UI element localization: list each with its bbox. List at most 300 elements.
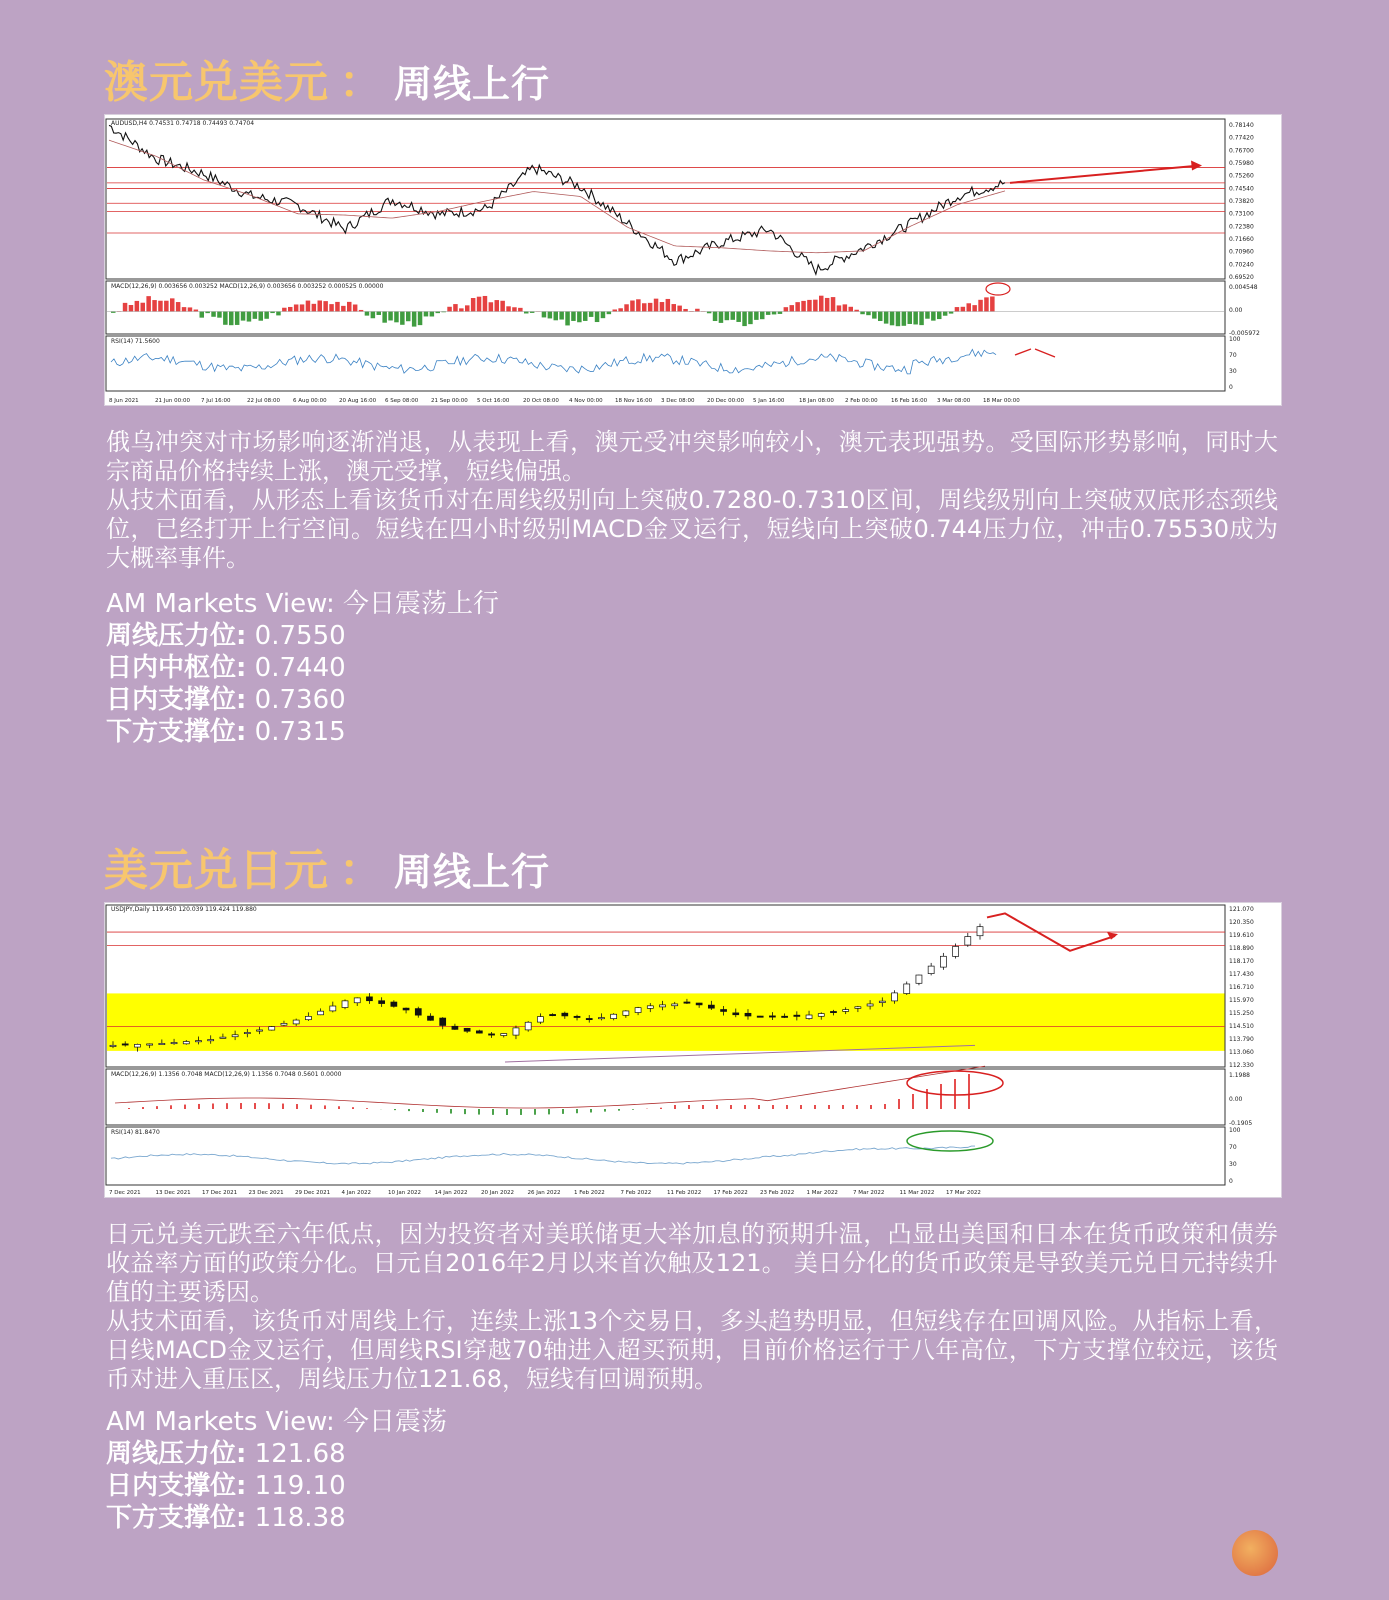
candle-up bbox=[916, 975, 922, 983]
section1-view-row bbox=[106, 684, 499, 716]
macd-bar bbox=[636, 299, 641, 311]
rsi-tick-label: 30 bbox=[1229, 1161, 1237, 1168]
date-tick-label: 11 Mar 2022 bbox=[899, 1190, 935, 1196]
macd-bar bbox=[276, 312, 281, 316]
price-tick-label: 0.70960 bbox=[1229, 248, 1254, 256]
macd-bar bbox=[731, 312, 736, 320]
macd-bar bbox=[583, 312, 588, 321]
macd-bar bbox=[978, 300, 983, 312]
macd-bar bbox=[241, 312, 246, 321]
macd-bar bbox=[211, 312, 216, 317]
macd-bar bbox=[406, 312, 411, 322]
macd-bar bbox=[707, 312, 712, 314]
price-tick-label: 121.070 bbox=[1229, 906, 1254, 913]
date-tick-label: 1 Feb 2022 bbox=[574, 1190, 605, 1196]
macd-bar bbox=[990, 296, 995, 311]
macd-bar bbox=[424, 312, 429, 317]
rsi-line bbox=[111, 1146, 975, 1164]
macd-bar bbox=[512, 307, 517, 311]
usdjpy-chart bbox=[104, 902, 1282, 1198]
macd-bar bbox=[760, 312, 765, 320]
candle-up bbox=[635, 1008, 641, 1013]
candle-down bbox=[391, 1002, 397, 1006]
date-tick-label: 20 Aug 16:00 bbox=[339, 398, 377, 404]
macd-bar bbox=[146, 296, 151, 311]
candle-up bbox=[293, 1020, 299, 1024]
date-tick-label: 13 Dec 2021 bbox=[155, 1190, 191, 1196]
section2-pair: 美元兑日元 bbox=[104, 845, 329, 896]
date-tick-label: 29 Dec 2021 bbox=[295, 1190, 331, 1196]
candle-down bbox=[427, 1016, 433, 1020]
candle-up bbox=[818, 1014, 824, 1017]
macd-bar bbox=[577, 312, 582, 323]
date-tick-label: 21 Jun 00:00 bbox=[155, 398, 190, 404]
candle-down bbox=[684, 1002, 690, 1003]
macd-bar bbox=[164, 301, 169, 312]
macd-bar bbox=[477, 297, 482, 312]
macd-bar bbox=[913, 312, 918, 325]
price-tick-label: 0.74540 bbox=[1229, 185, 1254, 193]
date-tick-label: 4 Jan 2022 bbox=[341, 1190, 371, 1196]
macd-bar bbox=[595, 312, 600, 323]
macd-bar bbox=[902, 312, 907, 326]
date-tick-label: 1 Mar 2022 bbox=[806, 1190, 838, 1196]
level-value: 0.7360 bbox=[254, 685, 346, 715]
macd-bar bbox=[589, 312, 594, 317]
macd-bar bbox=[247, 312, 252, 322]
macd-bar bbox=[412, 312, 417, 327]
macd-bar bbox=[542, 312, 547, 318]
date-tick-label: 18 Nov 16:00 bbox=[615, 398, 653, 404]
candle-up bbox=[647, 1006, 653, 1009]
section1-paragraph-2: 从技术面看，从形态上看该货币对在周线级别向上突破0.7280-0.7310区间，周线级别向上突破双底形态颈线位，已经打开上行空间。短线在四小时级别MACD金叉运行，短线向上突破0.744压力位，冲击0.75530成为大概率事件。 bbox=[106, 486, 1278, 572]
price-tick-label: 114.510 bbox=[1229, 1023, 1254, 1030]
rsi-tick-label: 0 bbox=[1229, 1178, 1233, 1185]
macd-bar bbox=[748, 312, 753, 325]
macd-bar bbox=[500, 301, 505, 312]
candle-up bbox=[147, 1044, 153, 1045]
macd-bar bbox=[984, 297, 989, 311]
date-tick-label: 23 Dec 2021 bbox=[248, 1190, 284, 1196]
date-tick-label: 17 Feb 2022 bbox=[713, 1190, 748, 1196]
consolidation-zone bbox=[107, 993, 1225, 1050]
macd-bar bbox=[677, 306, 682, 312]
macd-bar bbox=[394, 312, 399, 323]
symbol-label: AUDUSD,H4 0.74531 0.74718 0.74493 0.74704 bbox=[111, 120, 255, 127]
rsi-panel-frame bbox=[106, 1127, 1225, 1185]
moving-average-line bbox=[109, 140, 1005, 253]
macd-bar bbox=[878, 312, 883, 322]
macd-bar bbox=[347, 302, 352, 312]
macd-bar bbox=[866, 312, 871, 316]
candle-up bbox=[537, 1017, 543, 1022]
macd-bar bbox=[223, 312, 228, 325]
candle-up bbox=[330, 1006, 336, 1011]
section2-paragraph-2: 从技术面看，该货币对周线上行，连续上涨13个交易日，多头趋势明显，但短线存在回调风险。从指标上看，日线MACD金叉运行，但周线RSI穿越70轴进入超买预期，目前价格运行于八年高位，下方支撑位较远，该货币对进入重压区，周线压力位121.68，短线有回调预期。 bbox=[106, 1307, 1278, 1393]
date-tick-label: 18 Mar 00:00 bbox=[983, 398, 1020, 404]
date-tick-label: 20 Jan 2022 bbox=[481, 1190, 514, 1196]
macd-bar bbox=[790, 305, 795, 311]
macd-bar bbox=[601, 312, 606, 319]
macd-bar bbox=[282, 308, 287, 312]
macd-bar bbox=[919, 312, 924, 326]
macd-bar bbox=[182, 307, 187, 311]
macd-bar bbox=[200, 312, 205, 318]
macd-bar bbox=[801, 301, 806, 312]
macd-bar bbox=[400, 312, 405, 325]
macd-bar bbox=[754, 312, 759, 320]
macd-bar bbox=[318, 300, 323, 311]
rsi-label: RSI(14) 71.5600 bbox=[111, 338, 160, 345]
macd-bar bbox=[766, 312, 771, 315]
macd-bar bbox=[253, 312, 258, 319]
macd-bar bbox=[949, 312, 954, 314]
macd-bar bbox=[831, 297, 836, 311]
date-tick-label: 3 Dec 08:00 bbox=[661, 398, 695, 404]
date-tick-label: 7 Jul 16:00 bbox=[201, 398, 231, 404]
macd-bar bbox=[736, 312, 741, 322]
watermark bbox=[1232, 1530, 1278, 1576]
price-tick-label: 0.78140 bbox=[1229, 122, 1254, 129]
price-tick-label: 115.970 bbox=[1229, 997, 1254, 1004]
section2-paragraph-1: 日元兑美元跌至六年低点，因为投资者对美联储更大举加息的预期升温，凸显出美国和日本在货币政策和债券收益率方面的政策分化。日元自2016年2月以来首次触及121。 美日分化的货币政策是导致美元兑日元持续升值的主要诱因。 bbox=[106, 1220, 1278, 1306]
price-tick-label: 0.75260 bbox=[1229, 172, 1254, 180]
date-tick-label: 17 Mar 2022 bbox=[946, 1190, 981, 1196]
macd-bar bbox=[713, 312, 718, 322]
rsi-tick-label: 100 bbox=[1229, 1127, 1241, 1134]
candle-down bbox=[830, 1011, 836, 1012]
rsi-panel-frame bbox=[106, 336, 1225, 391]
macd-bar bbox=[937, 312, 942, 320]
macd-bar bbox=[695, 309, 700, 312]
section1-view bbox=[106, 588, 499, 748]
candle-down bbox=[794, 1015, 800, 1016]
macd-bar bbox=[353, 305, 358, 312]
candle-up bbox=[806, 1015, 812, 1019]
macd-bar bbox=[654, 299, 659, 312]
rsi-arrow-down bbox=[1035, 349, 1055, 357]
macd-bar bbox=[607, 312, 612, 315]
date-tick-label: 3 Mar 08:00 bbox=[937, 398, 971, 404]
macd-bar bbox=[323, 301, 328, 311]
macd-bar bbox=[660, 302, 665, 311]
macd-highlight-ellipse bbox=[986, 283, 1010, 295]
candle-up bbox=[232, 1035, 238, 1037]
candle-up bbox=[159, 1043, 165, 1044]
macd-bar bbox=[843, 304, 848, 311]
symbol-label: USDJPY,Daily 119.450 120.039 119.424 119.880 bbox=[111, 906, 257, 913]
macd-bar bbox=[813, 300, 818, 312]
candle-up bbox=[867, 1004, 873, 1006]
macd-bar bbox=[300, 304, 305, 311]
price-tick-label: 115.250 bbox=[1229, 1010, 1254, 1017]
date-tick-label: 20 Dec 00:00 bbox=[707, 398, 744, 404]
macd-bar bbox=[459, 308, 464, 311]
date-tick-label: 7 Dec 2021 bbox=[109, 1190, 141, 1196]
macd-bar bbox=[294, 304, 299, 311]
price-tick-label: 0.70240 bbox=[1229, 261, 1254, 269]
macd-bar bbox=[565, 312, 570, 326]
macd-bar bbox=[872, 312, 877, 319]
candle-up bbox=[342, 1001, 348, 1008]
candle-up bbox=[501, 1034, 507, 1036]
audusd-chart-svg bbox=[105, 115, 1281, 405]
macd-bar bbox=[418, 312, 423, 326]
macd-bar bbox=[229, 312, 234, 326]
macd-bar bbox=[554, 312, 559, 321]
price-tick-label: 0.73100 bbox=[1229, 210, 1254, 218]
macd-bar bbox=[335, 302, 340, 312]
macd-bar bbox=[854, 310, 859, 312]
level-value: 119.10 bbox=[254, 1471, 346, 1501]
macd-bar bbox=[158, 301, 163, 312]
price-tick-label: 0.73820 bbox=[1229, 198, 1254, 205]
macd-bar bbox=[447, 307, 452, 312]
macd-bar bbox=[465, 305, 470, 311]
price-tick-label: 120.350 bbox=[1229, 919, 1254, 926]
price-tick-label: 0.72380 bbox=[1229, 223, 1254, 231]
candle-up bbox=[660, 1005, 666, 1007]
macd-bar bbox=[571, 312, 576, 321]
price-tick-label: 117.430 bbox=[1229, 971, 1254, 978]
macd-bar bbox=[613, 309, 618, 311]
rsi-arrow-up bbox=[1015, 349, 1031, 355]
macd-tick-label: -0.005972 bbox=[1229, 330, 1260, 337]
price-tick-label: 0.77420 bbox=[1229, 134, 1254, 142]
macd-bar bbox=[925, 312, 930, 319]
macd-tick-label: 0.004548 bbox=[1229, 284, 1258, 291]
date-tick-label: 26 Jan 2022 bbox=[527, 1190, 561, 1196]
macd-bar bbox=[312, 304, 317, 312]
candle-up bbox=[195, 1041, 201, 1042]
macd-bar bbox=[648, 303, 653, 312]
macd-bar bbox=[518, 308, 523, 312]
macd-bar bbox=[495, 300, 500, 311]
candle-down bbox=[452, 1026, 458, 1029]
macd-bar bbox=[642, 303, 647, 311]
candle-up bbox=[269, 1027, 275, 1030]
rsi-tick-label: 30 bbox=[1229, 368, 1237, 375]
macd-bar bbox=[377, 312, 382, 315]
macd-bar bbox=[329, 304, 334, 311]
level-label: 日内支撑位: bbox=[106, 1471, 247, 1501]
price-tick-label: 0.71660 bbox=[1229, 236, 1254, 243]
price-tick-label: 0.69520 bbox=[1229, 274, 1254, 281]
candle-down bbox=[757, 1016, 763, 1017]
candle-up bbox=[171, 1042, 177, 1043]
section2-trend: 周线上行 bbox=[394, 850, 551, 894]
level-value: 0.7315 bbox=[254, 717, 346, 747]
audusd-chart bbox=[104, 114, 1282, 406]
macd-bar bbox=[194, 310, 199, 312]
usdjpy-chart-svg bbox=[105, 903, 1281, 1197]
level-label: 周线压力位: bbox=[106, 1439, 247, 1469]
level-label: 日内中枢位: bbox=[106, 653, 247, 683]
macd-bar bbox=[471, 298, 476, 311]
macd-bar bbox=[683, 309, 688, 312]
candle-up bbox=[879, 1001, 885, 1002]
section2-colon: ： bbox=[339, 845, 384, 896]
macd-bar bbox=[624, 304, 629, 311]
candle-down bbox=[733, 1013, 739, 1015]
candle-up bbox=[257, 1030, 263, 1031]
macd-bar bbox=[742, 312, 747, 327]
rsi-tick-label: 0 bbox=[1229, 384, 1233, 391]
macd-bar bbox=[382, 312, 387, 323]
date-tick-label: 7 Feb 2022 bbox=[620, 1190, 652, 1196]
macd-bar bbox=[837, 305, 842, 311]
section1-pair: 澳元兑美元 bbox=[104, 57, 329, 108]
macd-bar bbox=[961, 307, 966, 312]
macd-bar bbox=[217, 312, 222, 318]
candle-up bbox=[965, 937, 971, 945]
candle-down bbox=[708, 1005, 714, 1008]
level-label: 下方支撑位: bbox=[106, 717, 247, 747]
macd-bar bbox=[152, 300, 157, 311]
section2-view-heading: AM Markets View: 今日震荡 bbox=[106, 1407, 447, 1437]
candle-up bbox=[183, 1042, 189, 1044]
macd-bar bbox=[141, 303, 146, 312]
macd-bar bbox=[288, 307, 293, 312]
candle-up bbox=[318, 1011, 324, 1015]
macd-bar bbox=[972, 305, 977, 311]
candle-down bbox=[721, 1010, 727, 1012]
section2-analysis bbox=[106, 1220, 1278, 1394]
macd-bar bbox=[725, 312, 730, 321]
macd-bar bbox=[123, 303, 128, 312]
candle-up bbox=[892, 993, 898, 1001]
price-tick-label: 113.060 bbox=[1229, 1049, 1254, 1056]
macd-bar bbox=[176, 302, 181, 311]
macd-bar bbox=[819, 296, 824, 312]
date-tick-label: 21 Sep 00:00 bbox=[431, 398, 468, 404]
candle-up bbox=[598, 1018, 604, 1019]
macd-bar bbox=[890, 312, 895, 326]
candle-down bbox=[586, 1018, 592, 1019]
macd-bar bbox=[784, 307, 789, 311]
macd-tick-label: 0.00 bbox=[1229, 307, 1243, 314]
macd-bar bbox=[795, 302, 800, 311]
target-arrow bbox=[1010, 165, 1200, 182]
section2-title bbox=[104, 834, 550, 898]
date-tick-label: 18 Jan 08:00 bbox=[799, 398, 834, 404]
macd-bar bbox=[306, 301, 311, 312]
macd-bar bbox=[825, 298, 830, 312]
macd-bar bbox=[618, 308, 623, 311]
rsi-tick-label: 70 bbox=[1229, 1144, 1237, 1151]
macd-bar bbox=[188, 307, 193, 311]
date-tick-label: 7 Mar 2022 bbox=[853, 1190, 885, 1196]
date-tick-label: 4 Nov 00:00 bbox=[569, 398, 603, 404]
candle-up bbox=[525, 1022, 531, 1030]
date-tick-label: 6 Sep 08:00 bbox=[385, 398, 419, 404]
macd-bar bbox=[908, 312, 913, 324]
candle-down bbox=[489, 1034, 495, 1035]
candle-up bbox=[953, 946, 959, 956]
candle-down bbox=[696, 1003, 702, 1005]
candle-up bbox=[281, 1023, 287, 1025]
macd-bar bbox=[170, 298, 175, 311]
candle-down bbox=[550, 1014, 556, 1015]
candle-down bbox=[122, 1044, 128, 1045]
macd-bar bbox=[388, 312, 393, 321]
level-label: 日内支撑位: bbox=[106, 685, 247, 715]
candle-up bbox=[977, 927, 983, 936]
macd-bar bbox=[453, 304, 458, 311]
macd-bar bbox=[955, 307, 960, 311]
macd-bar bbox=[135, 301, 140, 312]
candle-up bbox=[208, 1039, 214, 1040]
macd-bar bbox=[630, 301, 635, 312]
macd-bar bbox=[849, 307, 854, 312]
candle-down bbox=[440, 1018, 446, 1025]
level-value: 118.38 bbox=[254, 1503, 346, 1533]
macd-bar bbox=[129, 305, 134, 311]
date-tick-label: 16 Feb 16:00 bbox=[891, 398, 928, 404]
section1-view-row bbox=[106, 652, 499, 684]
macd-bar bbox=[489, 302, 494, 311]
macd-bar bbox=[559, 312, 564, 320]
candle-up bbox=[672, 1004, 678, 1006]
date-tick-label: 8 Jun 2021 bbox=[109, 398, 139, 404]
macd-bar bbox=[365, 312, 370, 316]
section2-view-row bbox=[106, 1438, 447, 1470]
candle-down bbox=[562, 1013, 568, 1016]
candle-up bbox=[611, 1014, 617, 1018]
date-tick-label: 5 Jan 16:00 bbox=[753, 398, 785, 404]
macd-bar bbox=[483, 296, 488, 312]
candle-up bbox=[904, 984, 910, 994]
candle-down bbox=[415, 1009, 421, 1016]
macd-bar bbox=[524, 312, 529, 314]
candle-up bbox=[623, 1011, 629, 1015]
level-value: 0.7440 bbox=[254, 653, 346, 683]
macd-bar bbox=[719, 312, 724, 323]
rsi-tick-label: 70 bbox=[1229, 352, 1237, 359]
macd-bar bbox=[341, 306, 346, 312]
price-tick-label: 113.790 bbox=[1229, 1036, 1254, 1043]
candle-up bbox=[843, 1010, 849, 1012]
macd-bar bbox=[672, 304, 677, 311]
watermark-logo-icon bbox=[1232, 1530, 1278, 1576]
macd-tick-label: 0.00 bbox=[1229, 1096, 1243, 1103]
macd-bar bbox=[860, 312, 865, 315]
section1-view-heading: AM Markets View: 今日震荡上行 bbox=[106, 589, 499, 619]
section2-view bbox=[106, 1406, 447, 1534]
section2-view-row bbox=[106, 1470, 447, 1502]
price-tick-label: 116.710 bbox=[1229, 984, 1254, 991]
rsi-highlight-ellipse bbox=[907, 1131, 993, 1151]
macd-tick-label: 1.1988 bbox=[1229, 1072, 1250, 1079]
macd-label: MACD(12,26,9) 1.1356 0.7048 MACD(12,26,9) 1.1356 0.7048 0.5601 0.0000 bbox=[111, 1071, 342, 1078]
date-tick-label: 5 Oct 16:00 bbox=[477, 398, 510, 404]
candle-down bbox=[769, 1016, 775, 1017]
date-tick-label: 11 Feb 2022 bbox=[667, 1190, 702, 1196]
candle-up bbox=[928, 966, 934, 973]
macd-bar bbox=[235, 312, 240, 325]
macd-bar bbox=[931, 312, 936, 321]
candle-down bbox=[745, 1013, 751, 1016]
candle-up bbox=[855, 1007, 861, 1009]
price-tick-label: 118.890 bbox=[1229, 945, 1254, 952]
section1-colon: ： bbox=[339, 57, 384, 108]
candle-up bbox=[513, 1028, 519, 1035]
candle-down bbox=[366, 997, 372, 1001]
section1-view-row bbox=[106, 716, 499, 748]
macd-bar bbox=[506, 306, 511, 311]
candle-down bbox=[476, 1031, 482, 1033]
candle-down bbox=[379, 1001, 385, 1004]
